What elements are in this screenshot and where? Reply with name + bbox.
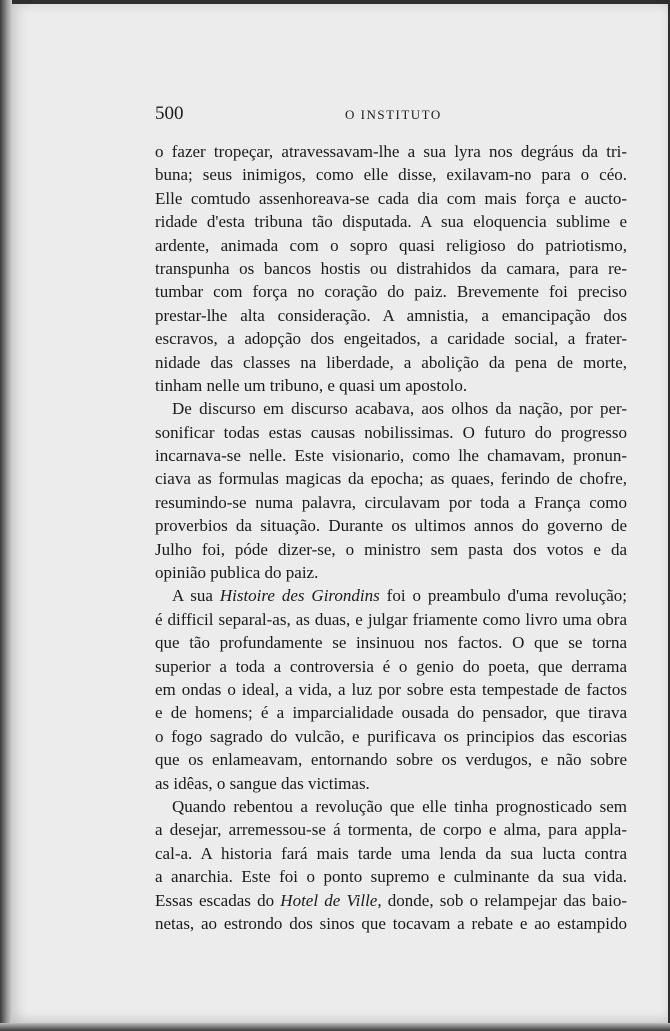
text-line: buna; seus inimigos, como elle disse, exilavam-no para o céo. [155, 165, 627, 185]
text-line: a anarchia. Este foi o ponto supremo e culminante da sua vida. [155, 867, 627, 887]
book-title-italic: Histoire des Girondins [219, 586, 380, 606]
text-line: é difficil separal-as, as duas, e julgar friamente como livro uma obra [155, 609, 627, 629]
text-line: De discurso em discurso acabava, aos olhos da nação, por per- [172, 399, 627, 419]
paragraph [155, 397, 627, 584]
text-line: proverbios da situação. Durante os ultimos annos do governo de [155, 516, 627, 536]
page-header [155, 103, 625, 129]
text-fragment: A sua [172, 586, 220, 606]
text-line: tinham nelle um tribuno, e quasi um apostolo. [155, 375, 468, 395]
paragraph [155, 140, 627, 397]
text-fragment: foi o preambulo d'uma revolução; [379, 586, 628, 606]
text-line: Julho foi, póde dizer-se, o ministro sem pasta dos votos e da [155, 539, 627, 559]
text-line: escravos, a adopção dos engeitados, a caridade social, a frater- [155, 329, 627, 349]
text-line: tumbar com força no coração do paiz. Brevemente foi preciso [155, 282, 627, 302]
text-line: Elle comtudo assenhoreava-se cada dia com mais força e aucto- [155, 188, 627, 208]
text-line: nidade das classes na liberdade, a abolição da pena de morte, [155, 352, 627, 372]
text-fragment: donde, sob o relampejar das baio- [381, 890, 627, 910]
text-line: transpunha os bancos hostis ou distrahidos da camara, para re- [155, 258, 627, 278]
text-line: em ondas o ideal, a vida, a luz por sobre esta tempestade de factos [155, 679, 627, 699]
running-title: O INSTITUTO [345, 107, 442, 122]
book-spine [0, 0, 12, 1031]
place-name-italic: Hotel de Ville, [280, 890, 382, 910]
text-line: prestar-lhe alta consideração. A amnistia, a emancipação dos [155, 305, 627, 325]
text-line: incarnava-se nelle. Este visionario, como lhe chamavam, pronun- [155, 446, 627, 466]
text-line: resumindo-se numa palavra, circulavam por toda a França como [155, 492, 627, 512]
page-number: 500 [155, 103, 184, 124]
text-line: cal-a. A historia fará mais tarde uma lenda da sua lucta contra [155, 843, 627, 863]
text-line: ciava as formulas magicas da epocha; as quaes, ferindo de chofre, [155, 469, 627, 489]
body-text [155, 140, 627, 935]
text-line: netas, ao estrondo dos sinos que tocavam a rebate e ao estampido [155, 913, 627, 933]
text-line: que tão profundamente se insinuou nos factos. O que se torna [155, 633, 627, 653]
text-line: que os enlameavam, entornando sobre os verdugos, e não sobre [155, 750, 627, 770]
paragraph [155, 584, 627, 795]
text-line [155, 584, 627, 607]
text-line: e de homens; é a imparcialidade ousada do pensador, que tirava [155, 703, 627, 723]
text-line: Quando rebentou a revolução que elle tinha prognosticado sem [172, 796, 627, 816]
text-line: o fazer tropeçar, atravessavam-lhe a sua lyra nos degráus da tri- [155, 142, 627, 161]
text-line: sonificar todas estas causas nobilissimas. O futuro do progresso [155, 422, 627, 442]
text-line: opinião publica do paiz. [155, 563, 319, 583]
text-line: as idêas, o sangue das victimas. [155, 773, 370, 793]
text-line: a desejar, arremessou-se á tormenta, de corpo e alma, para appla- [155, 820, 627, 840]
text-line: ardente, animada com o sopro quasi religioso do patriotismo, [155, 235, 627, 255]
page-bottom-edge [0, 1023, 670, 1031]
text-line: superior a toda a controversia é o genio do poeta, que derrama [155, 656, 627, 676]
text-line [155, 889, 627, 912]
text-fragment: Essas escadas do [155, 890, 281, 910]
text-line: ridade d'esta tribuna tão disputada. A sua eloquencia sublime e [155, 212, 627, 232]
text-line: o fogo sagrado do vulcão, e purificava os principios das escorias [155, 726, 627, 746]
paragraph [155, 795, 627, 935]
